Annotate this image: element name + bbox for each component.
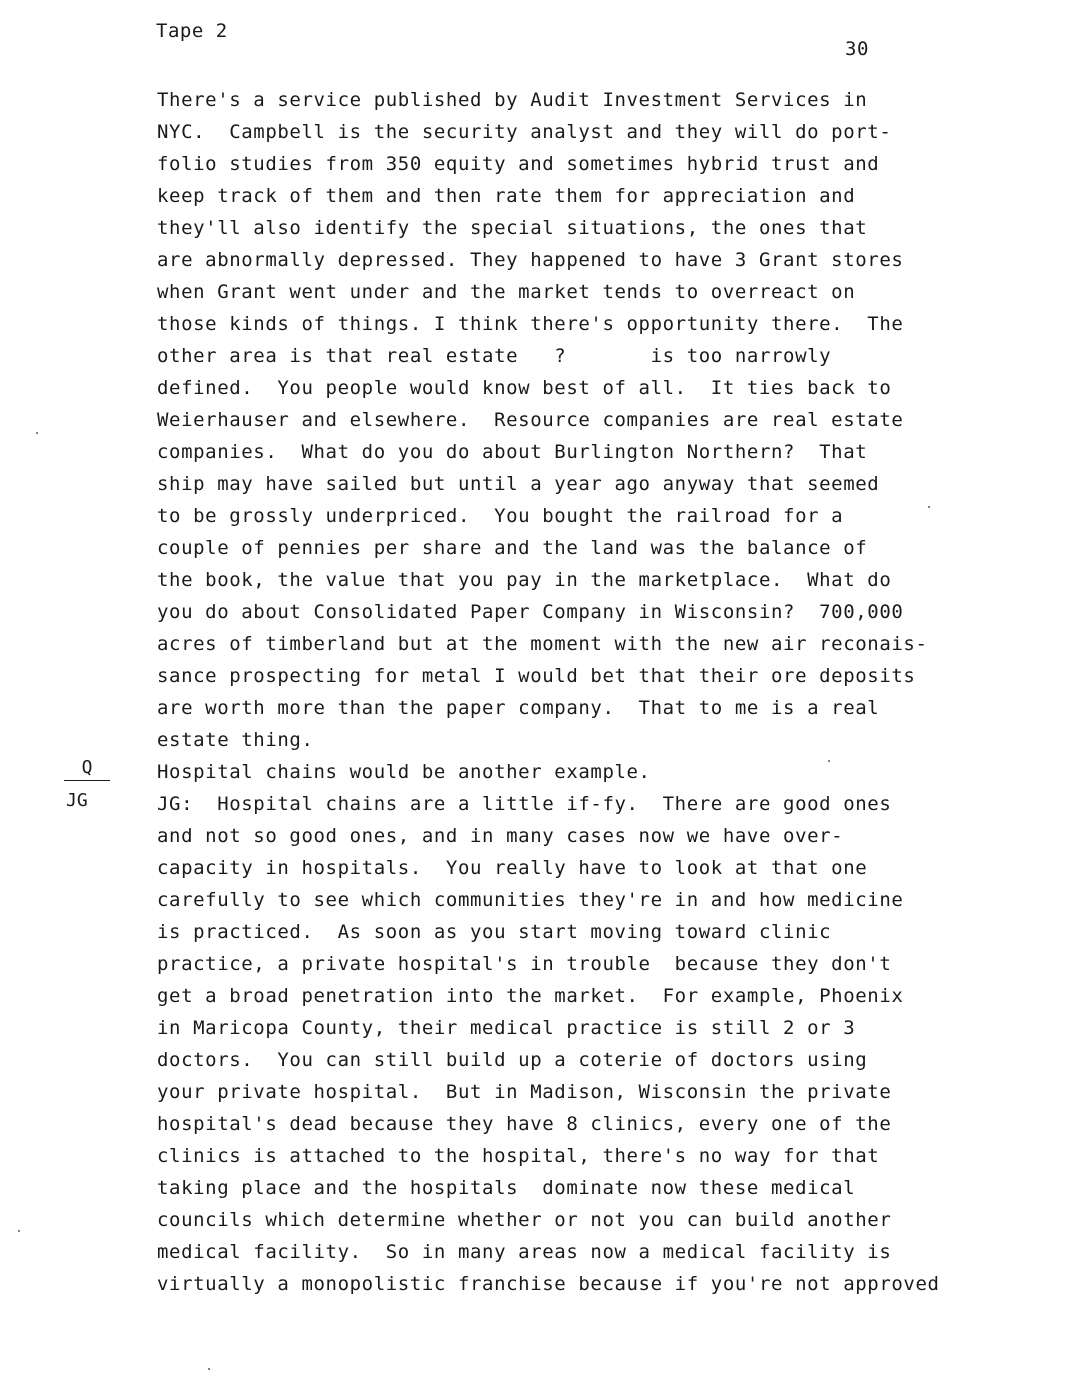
transcript-line: defined. You people would know best of all. It ties back to: [157, 377, 892, 399]
transcript-line: Weierhauser and elsewhere. Resource companies are real estate: [157, 409, 904, 431]
transcript-line: carefully to see which communities they're in and how medicine: [157, 889, 904, 911]
transcript-line: medical facility. So in many areas now a medical facility is: [157, 1241, 892, 1263]
scan-speck: [208, 1368, 210, 1370]
scan-speck: [36, 432, 38, 434]
transcript-line: ship may have sailed but until a year ago anyway that seemed: [157, 473, 880, 495]
question-marker-rule: [64, 780, 110, 781]
transcript-line: and not so good ones, and in many cases now we have over-: [157, 825, 844, 847]
scan-speck: [928, 506, 930, 508]
transcript-line: companies. What do you do about Burlington Northern? That: [157, 441, 868, 463]
transcript-line: practice, a private hospital's in trouble because they don't: [157, 953, 892, 975]
transcript-line: get a broad penetration into the market. For example, Phoenix: [157, 985, 904, 1007]
transcript-line: keep track of them and then rate them for appreciation and: [157, 185, 856, 207]
transcript-line: clinics is attached to the hospital, there's no way for that: [157, 1145, 880, 1167]
transcript-line: estate thing.: [157, 729, 314, 751]
transcript-line: are worth more than the paper company. That to me is a real: [157, 697, 880, 719]
page-number: 30: [845, 38, 869, 60]
tape-label: Tape 2: [156, 20, 228, 42]
transcript-line: capacity in hospitals. You really have to look at that one: [157, 857, 868, 879]
transcript-line: the book, the value that you pay in the marketplace. What do: [157, 569, 892, 591]
transcript-line: in Maricopa County, their medical practice is still 2 or 3: [157, 1017, 856, 1039]
transcript-line: other area is that real estate ? is too narrowly: [157, 345, 832, 367]
transcript-line: folio studies from 350 equity and sometimes hybrid trust and: [157, 153, 880, 175]
transcript-line: hospital's dead because they have 8 clinics, every one of the: [157, 1113, 892, 1135]
transcript-line: your private hospital. But in Madison, Wisconsin the private: [157, 1081, 892, 1103]
transcript-line: NYC. Campbell is the security analyst and they will do port-: [157, 121, 892, 143]
transcript-line: is practiced. As soon as you start moving toward clinic: [157, 921, 832, 943]
transcript-line: those kinds of things. I think there's opportunity there. The: [157, 313, 904, 335]
transcript-line: acres of timberland but at the moment with the new air reconais-: [157, 633, 928, 655]
transcript-line: when Grant went under and the market tends to overreact on: [157, 281, 856, 303]
transcript-line: you do about Consolidated Paper Company in Wisconsin? 700,000: [157, 601, 904, 623]
speaker-marker-jg: JG: [66, 790, 88, 811]
scan-speck: [18, 1230, 20, 1232]
transcript-line: JG: Hospital chains are a little if-fy. There are good ones: [157, 793, 892, 815]
transcript-line: to be grossly underpriced. You bought the railroad for a: [157, 505, 844, 527]
transcript-line: taking place and the hospitals dominate now these medical: [157, 1177, 856, 1199]
transcript-line: doctors. You can still build up a coterie of doctors using: [157, 1049, 868, 1071]
transcript-line: There's a service published by Audit Investment Services in: [157, 89, 868, 111]
transcript-line: Hospital chains would be another example.: [157, 761, 651, 783]
transcript-line: they'll also identify the special situations, the ones that: [157, 217, 868, 239]
transcript-line: sance prospecting for metal I would bet that their ore deposits: [157, 665, 916, 687]
transcript-body: [157, 84, 1037, 1300]
scan-speck: [828, 760, 830, 762]
question-marker-label: Q: [81, 757, 93, 778]
transcript-line: virtually a monopolistic franchise because if you're not approved: [157, 1273, 940, 1295]
transcript-line: are abnormally depressed. They happened to have 3 Grant stores: [157, 249, 904, 271]
question-marker: [64, 756, 110, 780]
transcript-line: couple of pennies per share and the land was the balance of: [157, 537, 868, 559]
transcript-line: councils which determine whether or not you can build another: [157, 1209, 892, 1231]
